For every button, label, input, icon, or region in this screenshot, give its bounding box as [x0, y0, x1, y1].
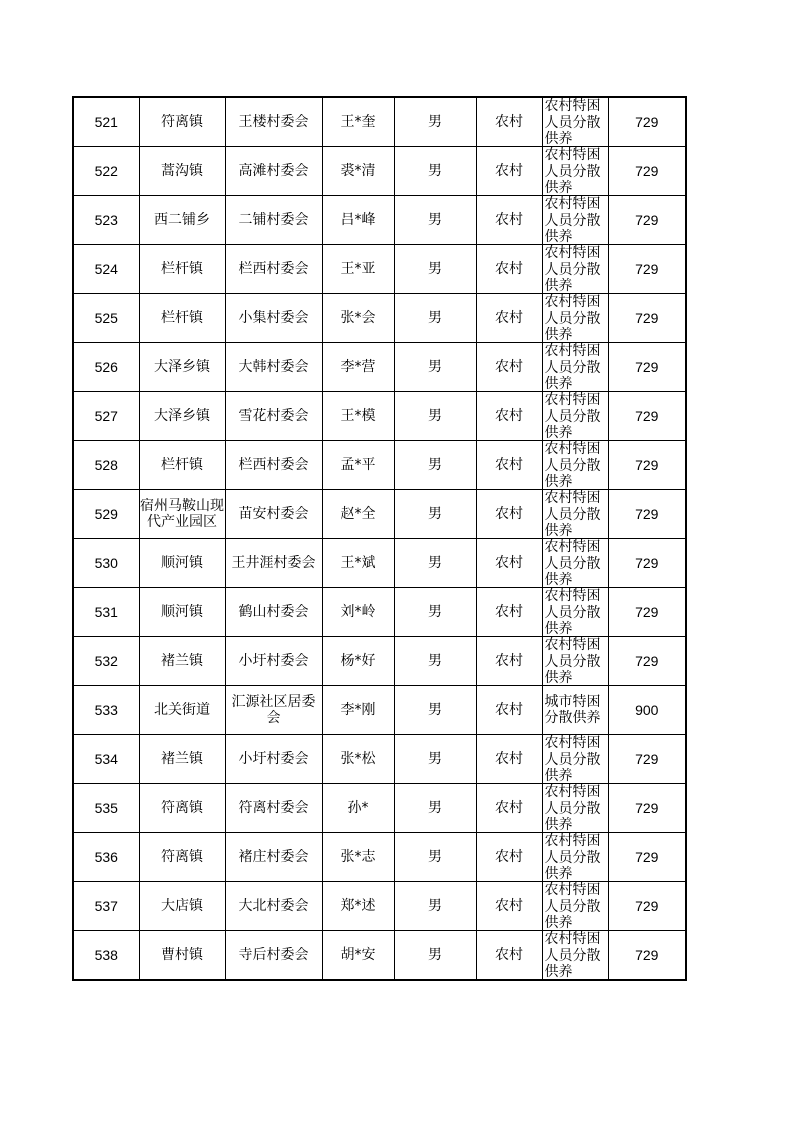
cell-support-category-text: 农村特困人员分散供养 — [544, 392, 601, 440]
cell-support-category — [542, 539, 608, 588]
cell-area-type: 农村 — [476, 833, 542, 882]
cell-amount: 729 — [608, 343, 686, 392]
cell-town-text: 栏杆镇 — [161, 309, 203, 326]
table-row — [73, 245, 686, 294]
cell-town — [139, 882, 225, 931]
cell-gender: 男 — [394, 294, 476, 343]
cell-area-type: 农村 — [476, 686, 542, 735]
cell-town-text: 西二铺乡 — [154, 211, 210, 228]
cell-amount: 729 — [608, 392, 686, 441]
cell-village-committee-text: 王楼村委会 — [238, 113, 309, 130]
cell-amount: 729 — [608, 735, 686, 784]
table-row — [73, 931, 686, 981]
cell-village-committee-text: 王井涯村委会 — [231, 554, 316, 571]
cell-support-category — [542, 97, 608, 147]
cell-person-name: 张*会 — [322, 294, 394, 343]
cell-area-type: 农村 — [476, 588, 542, 637]
cell-person-name: 王*斌 — [322, 539, 394, 588]
cell-amount: 729 — [608, 490, 686, 539]
cell-village-committee — [225, 294, 322, 343]
table-row — [73, 97, 686, 147]
cell-person-name: 孙* — [322, 784, 394, 833]
cell-village-committee — [225, 882, 322, 931]
cell-gender: 男 — [394, 735, 476, 784]
cell-amount: 729 — [608, 539, 686, 588]
cell-support-category-text: 农村特困人员分散供养 — [544, 147, 601, 195]
cell-gender: 男 — [394, 539, 476, 588]
cell-serial-number: 526 — [73, 343, 139, 392]
cell-village-committee-text: 雪花村委会 — [238, 407, 309, 424]
cell-gender: 男 — [394, 441, 476, 490]
cell-village-committee-text: 栏西村委会 — [238, 260, 309, 277]
cell-village-committee-text: 栏西村委会 — [238, 456, 309, 473]
cell-town-text: 蒿沟镇 — [161, 162, 203, 179]
cell-person-name: 孟*平 — [322, 441, 394, 490]
cell-town — [139, 833, 225, 882]
cell-town — [139, 196, 225, 245]
cell-town-text: 顺河镇 — [161, 554, 203, 571]
cell-gender: 男 — [394, 637, 476, 686]
cell-support-category — [542, 343, 608, 392]
cell-village-committee-text: 小圩村委会 — [238, 652, 309, 669]
table-row — [73, 490, 686, 539]
cell-person-name: 赵*全 — [322, 490, 394, 539]
cell-town — [139, 392, 225, 441]
cell-support-category-text: 农村特困人员分散供养 — [544, 196, 601, 244]
cell-person-name: 杨*好 — [322, 637, 394, 686]
cell-village-committee-text: 鹤山村委会 — [238, 603, 309, 620]
cell-amount: 729 — [608, 637, 686, 686]
cell-village-committee — [225, 686, 322, 735]
cell-support-category — [542, 686, 608, 735]
cell-gender: 男 — [394, 392, 476, 441]
cell-town — [139, 539, 225, 588]
cell-gender: 男 — [394, 490, 476, 539]
cell-town-text: 曹村镇 — [161, 946, 203, 963]
cell-serial-number: 535 — [73, 784, 139, 833]
cell-support-category — [542, 392, 608, 441]
cell-serial-number: 529 — [73, 490, 139, 539]
cell-village-committee-text: 二铺村委会 — [238, 211, 309, 228]
cell-village-committee — [225, 245, 322, 294]
table-row — [73, 833, 686, 882]
cell-support-category — [542, 196, 608, 245]
cell-amount: 729 — [608, 882, 686, 931]
cell-support-category — [542, 784, 608, 833]
table-row — [73, 343, 686, 392]
cell-area-type: 农村 — [476, 147, 542, 196]
cell-support-category-text: 农村特困人员分散供养 — [544, 784, 601, 832]
cell-gender: 男 — [394, 343, 476, 392]
cell-area-type: 农村 — [476, 735, 542, 784]
cell-person-name: 张*志 — [322, 833, 394, 882]
cell-town-text: 符离镇 — [161, 113, 203, 130]
cell-person-name: 吕*峰 — [322, 196, 394, 245]
cell-town-text: 符离镇 — [161, 799, 203, 816]
cell-area-type: 农村 — [476, 637, 542, 686]
cell-support-category-text: 农村特困人员分散供养 — [544, 539, 601, 587]
cell-support-category-text: 城市特困分散供养 — [544, 693, 601, 726]
cell-town — [139, 784, 225, 833]
cell-town — [139, 931, 225, 981]
cell-town — [139, 441, 225, 490]
cell-area-type: 农村 — [476, 343, 542, 392]
cell-serial-number: 521 — [73, 97, 139, 147]
cell-person-name: 裘*清 — [322, 147, 394, 196]
cell-area-type: 农村 — [476, 441, 542, 490]
cell-amount: 729 — [608, 245, 686, 294]
cell-town-text: 北关街道 — [154, 701, 210, 718]
cell-support-category — [542, 441, 608, 490]
cell-town-text: 宿州马鞍山现代产业园区 — [140, 497, 224, 530]
table-row — [73, 392, 686, 441]
cell-village-committee — [225, 833, 322, 882]
cell-village-committee — [225, 735, 322, 784]
cell-area-type: 农村 — [476, 784, 542, 833]
cell-town — [139, 147, 225, 196]
cell-village-committee — [225, 539, 322, 588]
table-row — [73, 147, 686, 196]
cell-support-category-text: 农村特困人员分散供养 — [544, 490, 601, 538]
cell-support-category-text: 农村特困人员分散供养 — [544, 98, 601, 146]
cell-village-committee — [225, 392, 322, 441]
table-row — [73, 294, 686, 343]
cell-support-category — [542, 735, 608, 784]
cell-support-category — [542, 147, 608, 196]
cell-area-type: 农村 — [476, 196, 542, 245]
cell-amount: 729 — [608, 147, 686, 196]
cell-village-committee — [225, 931, 322, 981]
cell-village-committee — [225, 343, 322, 392]
cell-town-text: 大泽乡镇 — [154, 407, 210, 424]
cell-area-type: 农村 — [476, 97, 542, 147]
cell-serial-number: 528 — [73, 441, 139, 490]
cell-village-committee — [225, 441, 322, 490]
cell-area-type: 农村 — [476, 490, 542, 539]
roster-table — [72, 96, 687, 981]
cell-town-text: 栏杆镇 — [161, 456, 203, 473]
cell-area-type: 农村 — [476, 539, 542, 588]
cell-village-committee-text: 苗安村委会 — [238, 505, 309, 522]
cell-person-name: 胡*安 — [322, 931, 394, 981]
cell-gender: 男 — [394, 245, 476, 294]
cell-amount: 729 — [608, 441, 686, 490]
cell-area-type: 农村 — [476, 294, 542, 343]
cell-village-committee-text: 寺后村委会 — [238, 946, 309, 963]
cell-serial-number: 522 — [73, 147, 139, 196]
cell-amount: 900 — [608, 686, 686, 735]
cell-serial-number: 524 — [73, 245, 139, 294]
cell-town — [139, 490, 225, 539]
cell-amount: 729 — [608, 931, 686, 981]
cell-amount: 729 — [608, 294, 686, 343]
cell-person-name: 王*模 — [322, 392, 394, 441]
cell-village-committee-text: 褚庄村委会 — [238, 848, 309, 865]
cell-town — [139, 637, 225, 686]
cell-area-type: 农村 — [476, 245, 542, 294]
cell-serial-number: 525 — [73, 294, 139, 343]
cell-gender: 男 — [394, 833, 476, 882]
cell-town — [139, 735, 225, 784]
cell-amount: 729 — [608, 784, 686, 833]
cell-support-category — [542, 588, 608, 637]
table-row — [73, 588, 686, 637]
cell-person-name: 王*亚 — [322, 245, 394, 294]
cell-gender: 男 — [394, 686, 476, 735]
cell-gender: 男 — [394, 97, 476, 147]
cell-village-committee — [225, 784, 322, 833]
cell-village-committee-text: 符离村委会 — [238, 799, 309, 816]
roster-body — [73, 97, 686, 980]
cell-serial-number: 536 — [73, 833, 139, 882]
cell-serial-number: 534 — [73, 735, 139, 784]
cell-serial-number: 531 — [73, 588, 139, 637]
table-row — [73, 441, 686, 490]
cell-town-text: 大泽乡镇 — [154, 358, 210, 375]
cell-serial-number: 523 — [73, 196, 139, 245]
cell-town-text: 栏杆镇 — [161, 260, 203, 277]
cell-gender: 男 — [394, 784, 476, 833]
cell-gender: 男 — [394, 147, 476, 196]
cell-person-name: 刘*岭 — [322, 588, 394, 637]
cell-amount: 729 — [608, 833, 686, 882]
table-row — [73, 539, 686, 588]
cell-serial-number: 527 — [73, 392, 139, 441]
cell-support-category — [542, 245, 608, 294]
cell-town-text: 褚兰镇 — [161, 652, 203, 669]
cell-town — [139, 97, 225, 147]
cell-village-committee — [225, 196, 322, 245]
cell-person-name: 李*刚 — [322, 686, 394, 735]
cell-support-category-text: 农村特困人员分散供养 — [544, 343, 601, 391]
cell-support-category-text: 农村特困人员分散供养 — [544, 588, 601, 636]
cell-support-category-text: 农村特困人员分散供养 — [544, 931, 601, 979]
cell-person-name: 张*松 — [322, 735, 394, 784]
cell-amount: 729 — [608, 196, 686, 245]
cell-gender: 男 — [394, 196, 476, 245]
cell-support-category — [542, 294, 608, 343]
cell-town — [139, 343, 225, 392]
cell-village-committee — [225, 637, 322, 686]
cell-support-category-text: 农村特困人员分散供养 — [544, 294, 601, 342]
cell-town-text: 褚兰镇 — [161, 750, 203, 767]
cell-support-category — [542, 882, 608, 931]
cell-village-committee-text: 汇源社区居委会 — [231, 693, 316, 726]
cell-support-category-text: 农村特困人员分散供养 — [544, 833, 601, 881]
table-row — [73, 196, 686, 245]
cell-support-category — [542, 490, 608, 539]
cell-town — [139, 588, 225, 637]
cell-person-name: 李*营 — [322, 343, 394, 392]
cell-village-committee — [225, 147, 322, 196]
cell-serial-number: 537 — [73, 882, 139, 931]
cell-serial-number: 532 — [73, 637, 139, 686]
cell-village-committee — [225, 588, 322, 637]
table-row — [73, 735, 686, 784]
cell-support-category — [542, 931, 608, 981]
cell-village-committee-text: 小集村委会 — [238, 309, 309, 326]
cell-town — [139, 294, 225, 343]
cell-area-type: 农村 — [476, 392, 542, 441]
cell-support-category-text: 农村特困人员分散供养 — [544, 637, 601, 685]
cell-support-category-text: 农村特困人员分散供养 — [544, 735, 601, 783]
cell-area-type: 农村 — [476, 931, 542, 981]
cell-village-committee-text: 高滩村委会 — [238, 162, 309, 179]
cell-village-committee — [225, 490, 322, 539]
table-row — [73, 882, 686, 931]
cell-town — [139, 686, 225, 735]
cell-amount: 729 — [608, 588, 686, 637]
cell-support-category-text: 农村特困人员分散供养 — [544, 882, 601, 930]
cell-town-text: 符离镇 — [161, 848, 203, 865]
cell-gender: 男 — [394, 588, 476, 637]
table-row — [73, 686, 686, 735]
cell-support-category — [542, 637, 608, 686]
table-row — [73, 637, 686, 686]
cell-village-committee-text: 小圩村委会 — [238, 750, 309, 767]
cell-town-text: 大店镇 — [161, 897, 203, 914]
cell-serial-number: 533 — [73, 686, 139, 735]
cell-support-category — [542, 833, 608, 882]
cell-serial-number: 538 — [73, 931, 139, 981]
cell-amount: 729 — [608, 97, 686, 147]
cell-serial-number: 530 — [73, 539, 139, 588]
cell-area-type: 农村 — [476, 882, 542, 931]
cell-village-committee-text: 大韩村委会 — [238, 358, 309, 375]
cell-town-text: 顺河镇 — [161, 603, 203, 620]
cell-town — [139, 245, 225, 294]
cell-village-committee — [225, 97, 322, 147]
cell-support-category-text: 农村特困人员分散供养 — [544, 441, 601, 489]
cell-gender: 男 — [394, 931, 476, 981]
table-row — [73, 784, 686, 833]
cell-person-name: 郑*述 — [322, 882, 394, 931]
cell-gender: 男 — [394, 882, 476, 931]
cell-village-committee-text: 大北村委会 — [238, 897, 309, 914]
cell-support-category-text: 农村特困人员分散供养 — [544, 245, 601, 293]
cell-person-name: 王*奎 — [322, 97, 394, 147]
